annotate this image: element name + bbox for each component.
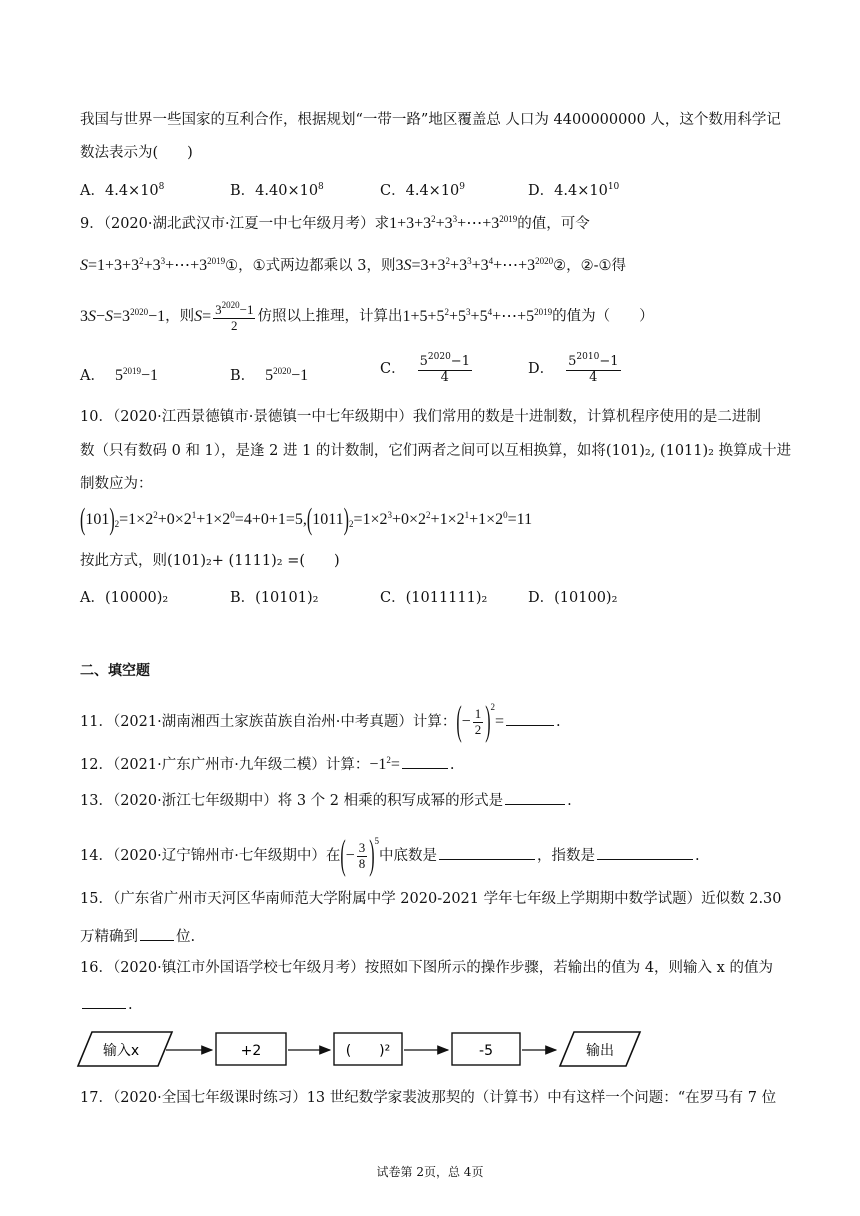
q9-option-d[interactable]: D． $\frac{5^{2010}-1}{4}$	[528, 352, 619, 385]
q8-line2: 数法表示为( )	[80, 145, 193, 161]
q11-answer-blank[interactable]	[506, 711, 554, 726]
q10-option-a[interactable]: A．(10000)₂	[80, 590, 169, 606]
q9-3s-definition: $3S=3+3^2+3^3+3^4+\cdots+3^{2020}$	[395, 256, 554, 274]
q8-option-b[interactable]: B．$4.40\times 10^8$	[230, 182, 324, 199]
q9-line1: 9．（2020·湖北武汉市·江夏一中七年级月考）求$1+3+3^2+3^3+\cdots+3^{2019}$的值，可令	[80, 214, 590, 232]
q9-option-a[interactable]: A． $5^{2019}-1$	[80, 366, 159, 384]
q9-option-c[interactable]: C． $\frac{5^{2020}-1}{4}$	[380, 352, 470, 385]
flow-step-add-label: +2	[240, 1043, 262, 1059]
q9-option-b[interactable]: B． $5^{2020}-1$	[230, 366, 309, 384]
q10-line3: 制数应为：	[80, 476, 153, 492]
q11-line: 11．（2021·湖南湘西土家族苗族自治州·中考真题）计算：(− $\frac{1}{2}$ )$^2$= .	[80, 699, 561, 745]
q10-option-d[interactable]: D．(10100)₂	[528, 590, 618, 606]
q16-line1: 16．（2020·镇江市外国语学校七年级月考）按照如下图所示的操作步骤，若输出的值为 4，则输入 x 的值为	[80, 960, 773, 976]
q17-line1: 17．（2020·全国七年级课时练习）13 世纪数学家裴波那契的（计算书）中有这样一个问题：“在罗马有 7 位	[80, 1090, 777, 1106]
q10-line1: 10．（2020·江西景德镇市·景德镇一中七年级期中）我们常用的数是十进制数，计算机程序使用的是二进制	[80, 409, 761, 425]
q15-answer-blank[interactable]	[140, 926, 174, 941]
q15-line2: 万精确到 位.	[80, 926, 195, 946]
page-footer: 试卷第 2页，总 4页	[376, 1165, 484, 1179]
q10-options	[80, 586, 780, 608]
q16-line2: .	[80, 994, 133, 1014]
q9-five-sum: $1+5+5^2+5^3+5^4+\cdots+5^{2019}$	[402, 306, 553, 325]
q12-answer-blank[interactable]	[402, 754, 448, 769]
q10-option-b[interactable]: B．(10101)₂	[230, 590, 319, 606]
operation-flowchart	[74, 1024, 644, 1074]
q9-options	[80, 352, 780, 385]
flow-output-label: 输出	[586, 1043, 614, 1059]
q10-line5: 按此方式，则(101)₂+ (1111)₂ =( )	[80, 553, 340, 569]
q8-option-d[interactable]: D．$4.4\times 10^{10}$	[528, 182, 620, 199]
q13-answer-blank[interactable]	[505, 790, 565, 805]
flow-input-label: 输入x	[102, 1043, 140, 1059]
q10-option-c[interactable]: C．(1011111)₂	[380, 590, 488, 606]
q8-options	[80, 179, 780, 201]
q9-line3: $3S-S=3^{2020}-1$，则S= $\frac{3^{2020}-1}{2}$ 仿照以上推理，计算出$1+5+5^2+5^3+5^4+\cdots+5^{2019}$的值为（ ）	[80, 300, 654, 333]
q9-line2: $S=1+3+3^2+3^3+\cdots+3^{2019}①$，①式两边都乘以 3，则$3S=3+3^2+3^3+3^4+\cdots+3^{2020}②$，②-①得	[80, 256, 627, 274]
q15-line1: 15．（广东省广州市天河区华南师范大学附属中学 2020-2021 学年七年级上学期期中数学试题）近似数 2.30	[80, 891, 782, 907]
q8-option-a[interactable]: A．$4.4\times 10^8$	[80, 182, 165, 199]
flow-step-subtract-label: -5	[479, 1043, 493, 1059]
q10-line2: 数（只有数码 0 和 1），是逢 2 进 1 的计数制，它们两者之间可以互相换算，如将(101)₂, (1011)₂ 换算成十进	[80, 443, 792, 459]
q9-difference: $3S-S=3^{2020}-1$	[80, 306, 166, 325]
q8-option-c[interactable]: C．$4.4\times 10^9$	[380, 182, 466, 199]
section-title-fill-in: 二、填空题	[80, 663, 150, 679]
q13-line: 13．（2020·浙江七年级期中）将 3 个 2 相乘的积写成幂的形式是 .	[80, 790, 572, 810]
q9-sum-expression: $1+3+3^2+3^3+\cdots+3^{2019}$	[389, 214, 518, 232]
q9-s-definition: $S=1+3+3^2+3^3+\cdots+3^{2019}$	[80, 256, 226, 274]
q14-exponent-blank[interactable]	[597, 845, 693, 860]
q14-line: 14．（2020·辽宁锦州市·七年级期中）在(− $\frac{3}{8}$ )$^5$中底数是 ，指数是 .	[80, 833, 700, 879]
q9-s-result: S= $\frac{3^{2020}-1}{2}$	[194, 300, 254, 333]
q8-line1: 我国与世界一些国家的互利合作，根据规划“一带一路”地区覆盖总 人口为 4400000000 人，这个数用科学记	[80, 112, 781, 128]
q14-base-blank[interactable]	[439, 845, 535, 860]
q16-answer-blank[interactable]	[82, 994, 126, 1009]
q10-conversion-formula: $(101)_2=1\times 2^2+0\times 2^1+1\times 2^0=4+0+1=5,(1011)_2=1\times 2^3+0\times 2^2+1\times 2^1+1\times 2^0=11$	[80, 504, 533, 537]
flow-step-square-label: ( )²	[345, 1043, 391, 1059]
q12-line: 12．（2021·广东广州市·九年级二模）计算：$-1^2=$ .	[80, 755, 455, 773]
